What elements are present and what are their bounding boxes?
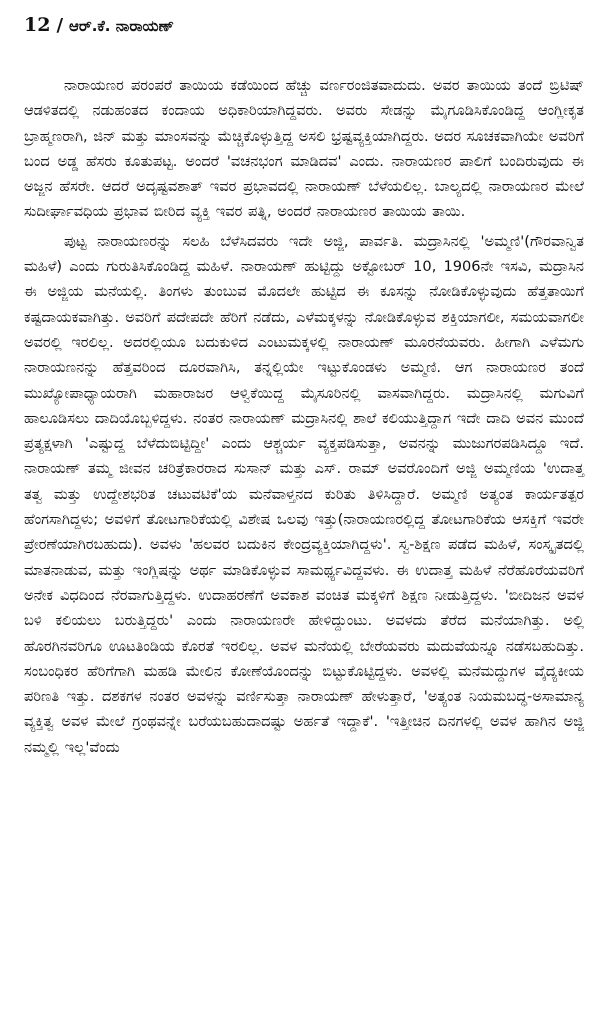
body-text [24,73,584,760]
paragraph: ಪುಟ್ಟ ನಾರಾಯಣರನ್ನು ಸಲಹಿ ಬೆಳೆಸಿದವರು ಇದೇ ಅಜ್ಜಿ, ಪಾರ್ವತಿ. ಮದ್ರಾಸಿನಲ್ಲಿ 'ಅಮ್ಮಣಿ'(ಗೌರವಾನ್ವಿತ ಮಹಿಳೆ) ಎಂದು ಗುರುತಿಸಿಕೊಂಡಿದ್ದ ಮಹಿಳೆ. ನಾರಾಯಣ್ ಹುಟ್ಟಿದ್ದು ಅಕ್ಟೋಬರ್ 10, 1906ನೇ ಇಸವಿ, ಮದ್ರಾಸಿನ ಈ ಅಜ್ಜಿಯ ಮನೆಯಲ್ಲಿ. ತಿಂಗಳು ತುಂಬುವ ಮೊದಲೇ ಹುಟ್ಟಿದ ಈ ಕೂಸನ್ನು ನೋಡಿಕೊಳ್ಳುವುದು ಹೆತ್ತತಾಯಿಗೆ ಕಷ್ಟದಾಯಕವಾಗಿತ್ತು. ಅವರಿಗೆ ಪದೇಪದೇ ಹೆರಿಗೆ ನಡೆದು, ಎಳೆಮಕ್ಕಳನ್ನು ನೋಡಿಕೊಳ್ಳುವ ಶಕ್ತಿಯಾಗಲೀ, ಸಮಯವಾಗಲೀ ಅವರಲ್ಲಿ ಇರಲಿಲ್ಲ. ಅದರಲ್ಲಿಯೂ ಬದುಕುಳಿದ ಎಂಟುಮಕ್ಕಳಲ್ಲಿ ನಾರಾಯಣ್ ಮೂರನೆಯವರು. ಹೀಗಾಗಿ ಎಳೆಮಗು ನಾರಾಯಣನನ್ನು ಹೆತ್ತವರಿಂದ ದೂರವಾಗಿಸಿ, ತನ್ನಲ್ಲಿಯೇ ಇಟ್ಟುಕೊಂಡಳು ಅಮ್ಮಣಿ. ಆಗ ನಾರಾಯಣರ ತಂದೆ ಮುಖ್ಯೋಪಾಧ್ಯಾಯರಾಗಿ ಮಹಾರಾಜರ ಆಳ್ವಿಕೆಯಿದ್ದ ಮೈಸೂರಿನಲ್ಲಿ ವಾಸವಾಗಿದ್ದರು. ಮದ್ರಾಸಿನಲ್ಲಿ ಮಗುವಿಗೆ ಹಾಲೂಡಿಸಲು ದಾದಿಯೊಬ್ಬಳಿದ್ದಳು. ನಂತರ ನಾರಾಯಣ್ ಮದ್ರಾಸಿನಲ್ಲಿ ಶಾಲೆ ಕಲಿಯುತ್ತಿದ್ದಾಗ ಇದೇ ದಾದಿ ಅವನ ಮುಂದೆ ಪ್ರತ್ಯಕ್ಷಳಾಗಿ 'ಎಷ್ಟುದ್ದ ಬೆಳೆದುಬಿಟ್ಟಿದ್ದೀ' ಎಂದು ಆಶ್ಚರ್ಯ ವ್ಯಕ್ತಪಡಿಸುತ್ತಾ, ಅವನನ್ನು ಮುಜುಗರಪಡಿಸಿದ್ದೂ ಇದೆ. ನಾರಾಯಣ್ ತಮ್ಮ ಜೀವನ ಚರಿತ್ರೆಕಾರರಾದ ಸುಸಾನ್ ಮತ್ತು ಎಸ್. ರಾಮ್ ಅವರೊಂದಿಗೆ ಅಜ್ಜಿ ಅಮ್ಮಣಿಯ 'ಉದಾತ್ತ ತತ್ವ ಮತ್ತು ಉದ್ದೇಶಭರಿತ ಚಟುವಟಿಕೆ'ಯ ಮನೆವಾಳ್ತನದ ಕುರಿತು ತಿಳಿಸಿದ್ದಾರೆ. ಅಮ್ಮಣಿ ಅತ್ಯಂತ ಕಾರ್ಯತತ್ಪರ ಹೆಂಗಸಾಗಿದ್ದಳು; ಅವಳಿಗೆ ತೋಟಗಾರಿಕೆಯಲ್ಲಿ ವಿಶೇಷ ಒಲವು ಇತ್ತು(ನಾರಾಯಣರಲ್ಲಿದ್ದ ತೋಟಗಾರಿಕೆಯ ಆಸಕ್ತಿಗೆ ಇವರೇ ಪ್ರೇರಣೆಯಾಗಿರಬಹುದು). ಅವಳು 'ಹಲವರ ಬದುಕಿನ ಕೇಂದ್ರವ್ಯಕ್ತಿಯಾಗಿದ್ದಳು'. ಸ್ವ-ಶಿಕ್ಷಣ ಪಡೆದ ಮಹಿಳೆ, ಸಂಸ್ಕೃತದಲ್ಲಿ ಮಾತನಾಡುವ, ಮತ್ತು ಇಂಗ್ಲಿಷನ್ನು ಅರ್ಥ ಮಾಡಿಕೊಳ್ಳುವ ಸಾಮರ್ಥ್ಯವಿದ್ದವಳು. ಈ ಉದಾತ್ತ ಮಹಿಳೆ ನೆರೆಹೊರೆಯವರಿಗೆ ಅನೇಕ ವಿಧದಿಂದ ನೆರವಾಗುತ್ತಿದ್ದಳು. ಉದಾಹರಣೆಗೆ ಅವಕಾಶ ವಂಚಿತ ಮಕ್ಕಳಿಗೆ ಶಿಕ್ಷಣ ನೀಡುತ್ತಿದ್ದಳು. 'ಬೀದಿಜನ ಅವಳ ಬಳಿ ಕಲಿಯಲು ಬರುತ್ತಿದ್ದರು' ಎಂದು ನಾರಾಯಣರೇ ಹೇಳಿದ್ದುಂಟು. ಅವಳದು ತೆರೆದ ಮನೆಯಾಗಿತ್ತು. ಅಲ್ಲಿ ಹೊರಗಿನವರಿಗೂ ಊಟತಿಂಡಿಯ ಕೊರತೆ ಇರಲಿಲ್ಲ. ಅವಳ ಮನೆಯಲ್ಲಿ ಬೇರೆಯವರು ಮದುವೆಯನ್ನೂ ನಡೆಸಬಹುದಿತ್ತು. ಸಂಬಂಧಿಕರ ಹೆರಿಗೆಗಾಗಿ ಮಹಡಿ ಮೇಲಿನ ಕೋಣೆಯೊಂದನ್ನು ಬಿಟ್ಟುಕೊಟ್ಟಿದ್ದಳು. ಅವಳಲ್ಲಿ ಮನೆಮದ್ದುಗಳ ವೈದ್ಯಕೀಯ ಪರಿಣತಿ ಇತ್ತು. ದಶಕಗಳ ನಂತರ ಅವಳನ್ನು ವರ್ಣಿಸುತ್ತಾ ನಾರಾಯಣ್ ಹೇಳುತ್ತಾರೆ, 'ಅತ್ಯಂತ ನಿಯಮಬದ್ಧ-ಅಸಾಮಾನ್ಯ ವ್ಯಕ್ತಿತ್ವ ಅವಳ ಮೇಲೆ ಗ್ರಂಥವನ್ನೇ ಬರೆಯಬಹುದಾದಷ್ಟು ಅರ್ಹತೆ ಇದ್ದಾಕೆ'. 'ಇತ್ತೀಚಿನ ದಿನಗಳಲ್ಲಿ ಅವಳ ಹಾಗಿನ ಅಜ್ಜಿ ನಮ್ಮಲ್ಲಿ ಇಲ್ಲ'ವೆಂದು [24,232,584,756]
running-header [24,14,584,37]
running-header-author: ಆರ್.ಕೆ. ನಾರಾಯಣ್ [69,17,174,35]
header-separator: / [56,15,64,36]
page-number: 12 [24,14,51,36]
paragraph: ನಾರಾಯಣರ ಪರಂಪರೆ ತಾಯಿಯ ಕಡೆಯಿಂದ ಹೆಚ್ಚು ವರ್ಣರಂಜಿತವಾದುದು. ಅವರ ತಾಯಿಯ ತಂದೆ ಬ್ರಿಟಿಷ್ ಆಡಳಿತದಲ್ಲಿ ನಡುಹಂತದ ಕಂದಾಯ ಅಧಿಕಾರಿಯಾಗಿದ್ದವರು. ಅವರು ಸೇಡನ್ನು ಮೈಗೂಡಿಸಿಕೊಂಡಿದ್ದ ಆಂಗ್ಲೀಕೃತ ಬ್ರಾಹ್ಮಣರಾಗಿ, ಜಿನ್ ಮತ್ತು ಮಾಂಸವನ್ನು ಮೆಚ್ಚಿಕೊಳ್ಳುತ್ತಿದ್ದ ಅಸಲಿ ಭ್ರಷ್ಟವ್ಯಕ್ತಿಯಾಗಿದ್ದರು. ಅದರ ಸೂಚಕವಾಗಿಯೇ ಅವರಿಗೆ ಬಂದ ಅಡ್ಡ ಹೆಸರು ಕೂತುಪಟ್ಟ. ಅಂದರೆ 'ವಚನಭಂಗ ಮಾಡಿದವ' ಎಂದು. ನಾರಾಯಣರ ಪಾಲಿಗೆ ಬಂದಿರುವುದು ಈ ಅಜ್ಜನ ಹೆಸರೇ. ಆದರೆ ಅದೃಷ್ಟವಶಾತ್ ಇವರ ಪ್ರಭಾವದಲ್ಲಿ ನಾರಾಯಣ್ ಬೆಳೆಯಲಿಲ್ಲ. ಬಾಲ್ಯದಲ್ಲಿ ನಾರಾಯಣರ ಮೇಲೆ ಸುದೀರ್ಘಾವಧಿಯ ಪ್ರಭಾವ ಬೀರಿದ ವ್ಯಕ್ತಿ ಇವರ ಪತ್ನಿ, ಅಂದರೆ ನಾರಾಯಣರ ತಾಯಿಯ ತಾಯಿ. [24,77,584,221]
